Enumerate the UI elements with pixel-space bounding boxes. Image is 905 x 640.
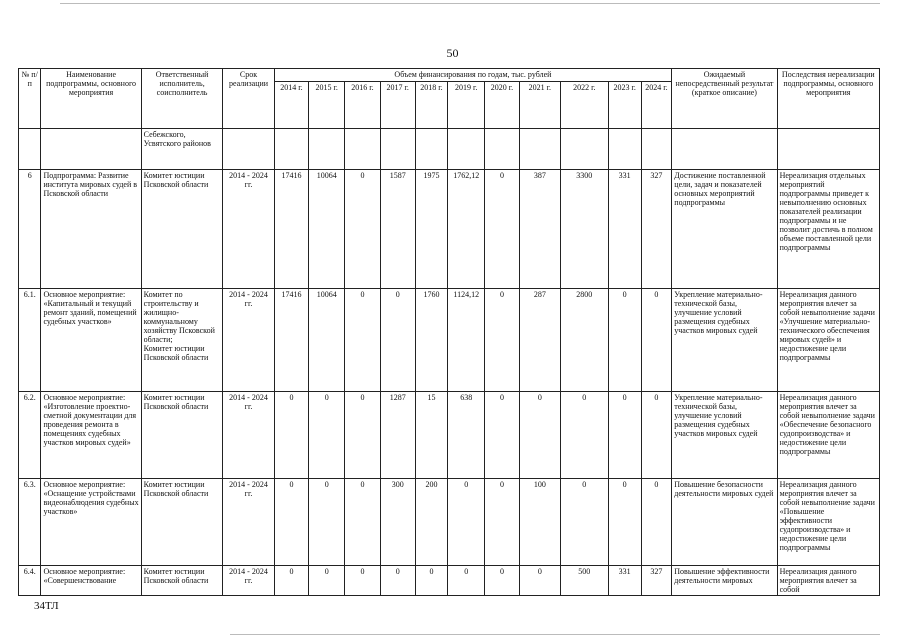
row-value: 17416 [274,289,309,392]
row-value: 0 [345,289,381,392]
row-value [608,129,641,170]
header-year: 2019 г. [448,82,485,129]
row-value: 327 [641,170,672,289]
row-executor: Себежского, Усвятского районов [141,129,223,170]
row-value: 100 [519,479,560,566]
scan-edge-top [60,3,880,4]
row-value: 1760 [415,289,448,392]
row-value: 0 [448,566,485,596]
row-consequence [777,129,879,170]
header-executor: Ответственный исполнитель, соисполнитель [141,69,223,129]
row-period: 2014 - 2024 гг. [223,170,274,289]
row-value: 0 [641,392,672,479]
row-name: Подпрограмма: Развитие института мировых судей в Псковской области [41,170,141,289]
row-value: 331 [608,170,641,289]
row-value: 0 [485,289,520,392]
header-year: 2014 г. [274,82,309,129]
row-value: 287 [519,289,560,392]
row-value [519,129,560,170]
row-value: 0 [380,289,415,392]
row-period: 2014 - 2024 гг. [223,566,274,596]
header-year: 2022 г. [560,82,608,129]
row-executor-cell [141,289,223,392]
row-value: 0 [641,479,672,566]
table-row [19,129,880,170]
row-value: 2800 [560,289,608,392]
row-value: 0 [560,479,608,566]
row-period: 2014 - 2024 гг. [223,479,274,566]
row-value: 0 [345,170,381,289]
row-value: 0 [485,566,520,596]
row-value: 15 [415,392,448,479]
row-value: 1975 [415,170,448,289]
row-executor: Комитет юстиции Псковской области [141,566,223,596]
row-value: 1124,12 [448,289,485,392]
row-name: Основное мероприятие: «Изготовление проектно-сметной документации для проведения ремонта в помещениях судебных участков мировых судей» [41,392,141,479]
row-value [309,129,345,170]
row-period: 2014 - 2024 гг. [223,392,274,479]
row-result [672,129,777,170]
row-consequence: Нереализация данного мероприятия влечет за собой невыполнение задачи «Обеспечение безопасного судопроизводства» и недостижение цели подпрограммы [777,392,879,479]
row-value: 1287 [380,392,415,479]
row-value: 0 [485,392,520,479]
row-value: 0 [380,566,415,596]
row-executor: Комитет юстиции Псковской области [141,170,223,289]
row-value: 331 [608,566,641,596]
footer-code: 34ТЛ [34,600,59,612]
row-value: 327 [641,566,672,596]
row-name [41,129,141,170]
row-value [380,129,415,170]
program-table [18,68,880,596]
row-executor: Комитет по строительству и жилищно-коммунальному хозяйству Псковской области; [143,290,215,344]
row-index: 6.4. [19,566,41,596]
row-executor: Комитет юстиции Псковской области [141,392,223,479]
row-result: Укрепление материально-технической базы, улучшение условий размещения судебных участков мировых судей [672,289,777,392]
row-value: 200 [415,479,448,566]
header-year: 2016 г. [345,82,381,129]
row-period [223,129,274,170]
row-consequence: Нереализация данного мероприятия влечет за собой невыполнение задачи «Повышение эффективности судопроизводства» и недостижение цели подпрограммы [777,479,879,566]
row-value: 0 [608,392,641,479]
row-result: Повышение эффективности деятельности мировых [672,566,777,596]
row-consequence: Нереализация отдельных мероприятий подпрограммы приведет к невыполнению основных показателей реализации подпрограммы и не позволит достичь в полном объеме поставленной цели подпрограммы [777,170,879,289]
row-value: 0 [309,392,345,479]
row-value: 0 [560,392,608,479]
row-value: 0 [448,479,485,566]
header-year: 2023 г. [608,82,641,129]
row-name: Основное мероприятие: «Капитальный и текущий ремонт зданий, помещений судебных участков» [41,289,141,392]
row-value: 638 [448,392,485,479]
row-value: 0 [641,289,672,392]
row-value: 17416 [274,170,309,289]
row-value [641,129,672,170]
row-value [274,129,309,170]
header-row [19,69,880,82]
row-value: 0 [274,479,309,566]
header-year: 2017 г. [380,82,415,129]
row-value [345,129,381,170]
header-name: Наименование подпрограммы, основного мероприятия [41,69,141,129]
row-value: 0 [415,566,448,596]
header-consequence: Последствия нереализации подпрограммы, основного мероприятия [777,69,879,129]
row-period: 2014 - 2024 гг. [223,289,274,392]
row-result: Укрепление материально-технической базы, улучшение условий размещения судебных участков мировых судей [672,392,777,479]
row-executor-secondary: Комитет юстиции Псковской области [143,344,209,362]
row-value: 10064 [309,289,345,392]
row-index: 6.2. [19,392,41,479]
row-value: 0 [345,566,381,596]
row-value [485,129,520,170]
row-value: 0 [519,566,560,596]
row-consequence: Нереализация данного мероприятия влечет за собой невыполнение задачи «Улучшение материально-технического обеспечения мировых судей» и недостижение цели подпрограммы [777,289,879,392]
row-value: 10064 [309,170,345,289]
header-year: 2020 г. [485,82,520,129]
header-index: № п/п [19,69,41,129]
row-value: 1762,12 [448,170,485,289]
row-value: 0 [274,566,309,596]
row-index [19,129,41,170]
header-year: 2021 г. [519,82,560,129]
header-funding: Объем финансирования по годам, тыс. рублей [274,69,672,82]
table-row [19,479,880,566]
row-consequence: Нереализация данного мероприятия влечет за собой [777,566,879,596]
table-row [19,170,880,289]
header-result: Ожидаемый непосредственный результат (краткое описание) [672,69,777,129]
scan-edge-bottom [230,634,880,635]
row-value: 0 [345,392,381,479]
row-value: 0 [485,170,520,289]
row-index: 6.1. [19,289,41,392]
table-row [19,289,880,392]
header-period: Срок реализации [223,69,274,129]
row-value: 500 [560,566,608,596]
page-number: 50 [446,46,459,60]
row-value: 3300 [560,170,608,289]
row-value: 387 [519,170,560,289]
header-year: 2018 г. [415,82,448,129]
row-value: 0 [519,392,560,479]
row-result: Достижение поставленной цели, задач и показателей основных мероприятий подпрограммы [672,170,777,289]
row-index: 6.3. [19,479,41,566]
row-value [415,129,448,170]
header-year: 2015 г. [309,82,345,129]
row-value: 0 [608,479,641,566]
row-value: 0 [608,289,641,392]
row-value [560,129,608,170]
row-name: Основное мероприятие: «Оснащение устройствами видеонаблюдения судебных участков» [41,479,141,566]
row-value: 300 [380,479,415,566]
row-value: 0 [309,479,345,566]
row-name: Основное мероприятие: «Совершенствование [41,566,141,596]
row-index: 6 [19,170,41,289]
table-row [19,392,880,479]
row-value: 1587 [380,170,415,289]
row-value: 0 [485,479,520,566]
row-value: 0 [345,479,381,566]
row-value: 0 [309,566,345,596]
row-result: Повышение безопасности деятельности мировых судей [672,479,777,566]
row-value: 0 [274,392,309,479]
row-executor: Комитет юстиции Псковской области [141,479,223,566]
table-row [19,566,880,596]
header-year: 2024 г. [641,82,672,129]
row-value [448,129,485,170]
